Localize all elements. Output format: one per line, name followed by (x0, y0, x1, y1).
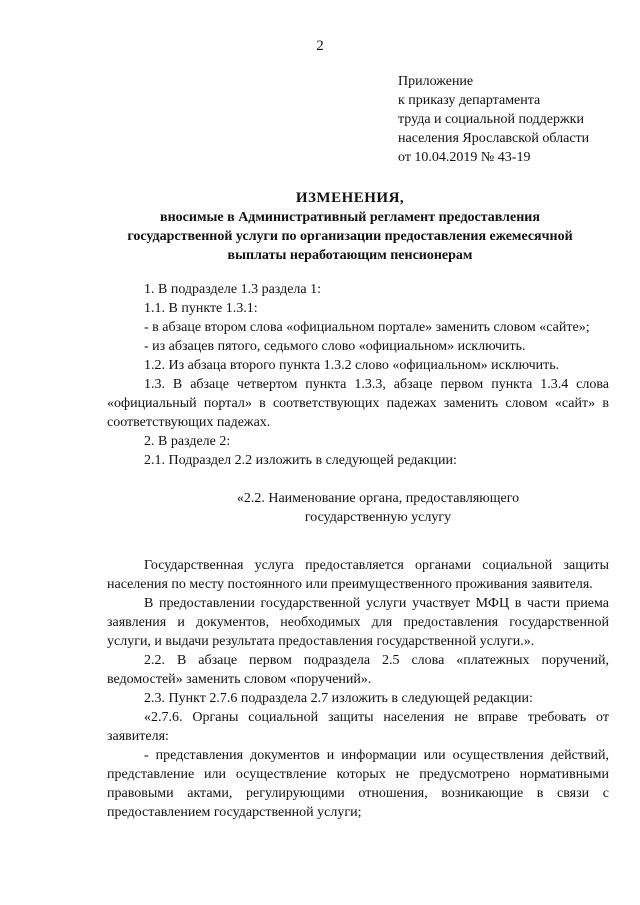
title-line: государственной услуги по организации предоставления ежемесячной (127, 229, 573, 244)
paragraph: 1.3. В абзаце четвертом пункта 1.3.3, абзаце первом пункта 1.3.4 слова «официальный портал» в соответствующих падежах заменить словом «сайт» в соответствующих падежах. (107, 377, 609, 430)
subsection-heading (147, 489, 609, 527)
appendix-line: труда и социальной поддержки (398, 112, 584, 127)
appendix-line: Приложение (398, 74, 474, 89)
document-title (100, 189, 600, 265)
document-body (107, 280, 609, 822)
paragraph: 2.3. Пункт 2.7.6 подраздела 2.7 изложить в следующей редакции: (144, 691, 533, 706)
paragraph: В предоставлении государственной услуги участвует МФЦ в части приема заявления и документов, необходимых для предоставления государственной услуги, и выдачи результата предоставления государственной услуги.». (107, 596, 609, 649)
title-line: выплаты неработающим пенсионерам (227, 248, 473, 263)
paragraph: 1.2. Из абзаца второго пункта 1.3.2 слово «официальном» исключить. (144, 358, 560, 373)
appendix-line: населения Ярославской области (398, 131, 590, 146)
page-number: 2 (316, 38, 324, 54)
paragraph: 2. В разделе 2: (144, 434, 231, 449)
appendix-line: от 10.04.2019 № 43-19 (398, 150, 531, 165)
subsection-heading-line: «2.2. Наименование органа, предоставляющего (236, 491, 520, 506)
subsection-heading-line: государственную услугу (304, 510, 452, 525)
appendix-block (398, 72, 589, 167)
title-main: ИЗМЕНЕНИЯ, (295, 190, 405, 206)
paragraph: - из абзацев пятого, седьмого слово «официальном» исключить. (144, 339, 526, 354)
appendix-line: к приказу департамента (398, 93, 541, 108)
paragraph: «2.7.6. Органы социальной защиты населения не вправе требовать от заявителя: (107, 710, 609, 744)
paragraph: 1.1. В пункте 1.3.1: (144, 301, 258, 316)
paragraph: 1. В подразделе 1.3 раздела 1: (144, 282, 321, 297)
paragraph: - представления документов и информации или осуществления действий, представление или осуществление которых не предусмотрено нормативными правовыми актами, регулирующими отношения, возникающие в связи с предоставлением государственной услуги; (107, 748, 609, 820)
title-line: вносимые в Административный регламент предоставления (160, 210, 540, 225)
paragraph: Государственная услуга предоставляется органами социальной защиты населения по месту постоянного или преимущественного проживания заявителя. (107, 558, 609, 592)
paragraph: 2.2. В абзаце первом подраздела 2.5 слова «платежных поручений, ведомостей» заменить словом «поручений». (107, 653, 609, 687)
paragraph: 2.1. Подраздел 2.2 изложить в следующей редакции: (144, 453, 457, 468)
paragraph: - в абзаце втором слова «официальном портале» заменить словом «сайте»; (144, 320, 590, 335)
